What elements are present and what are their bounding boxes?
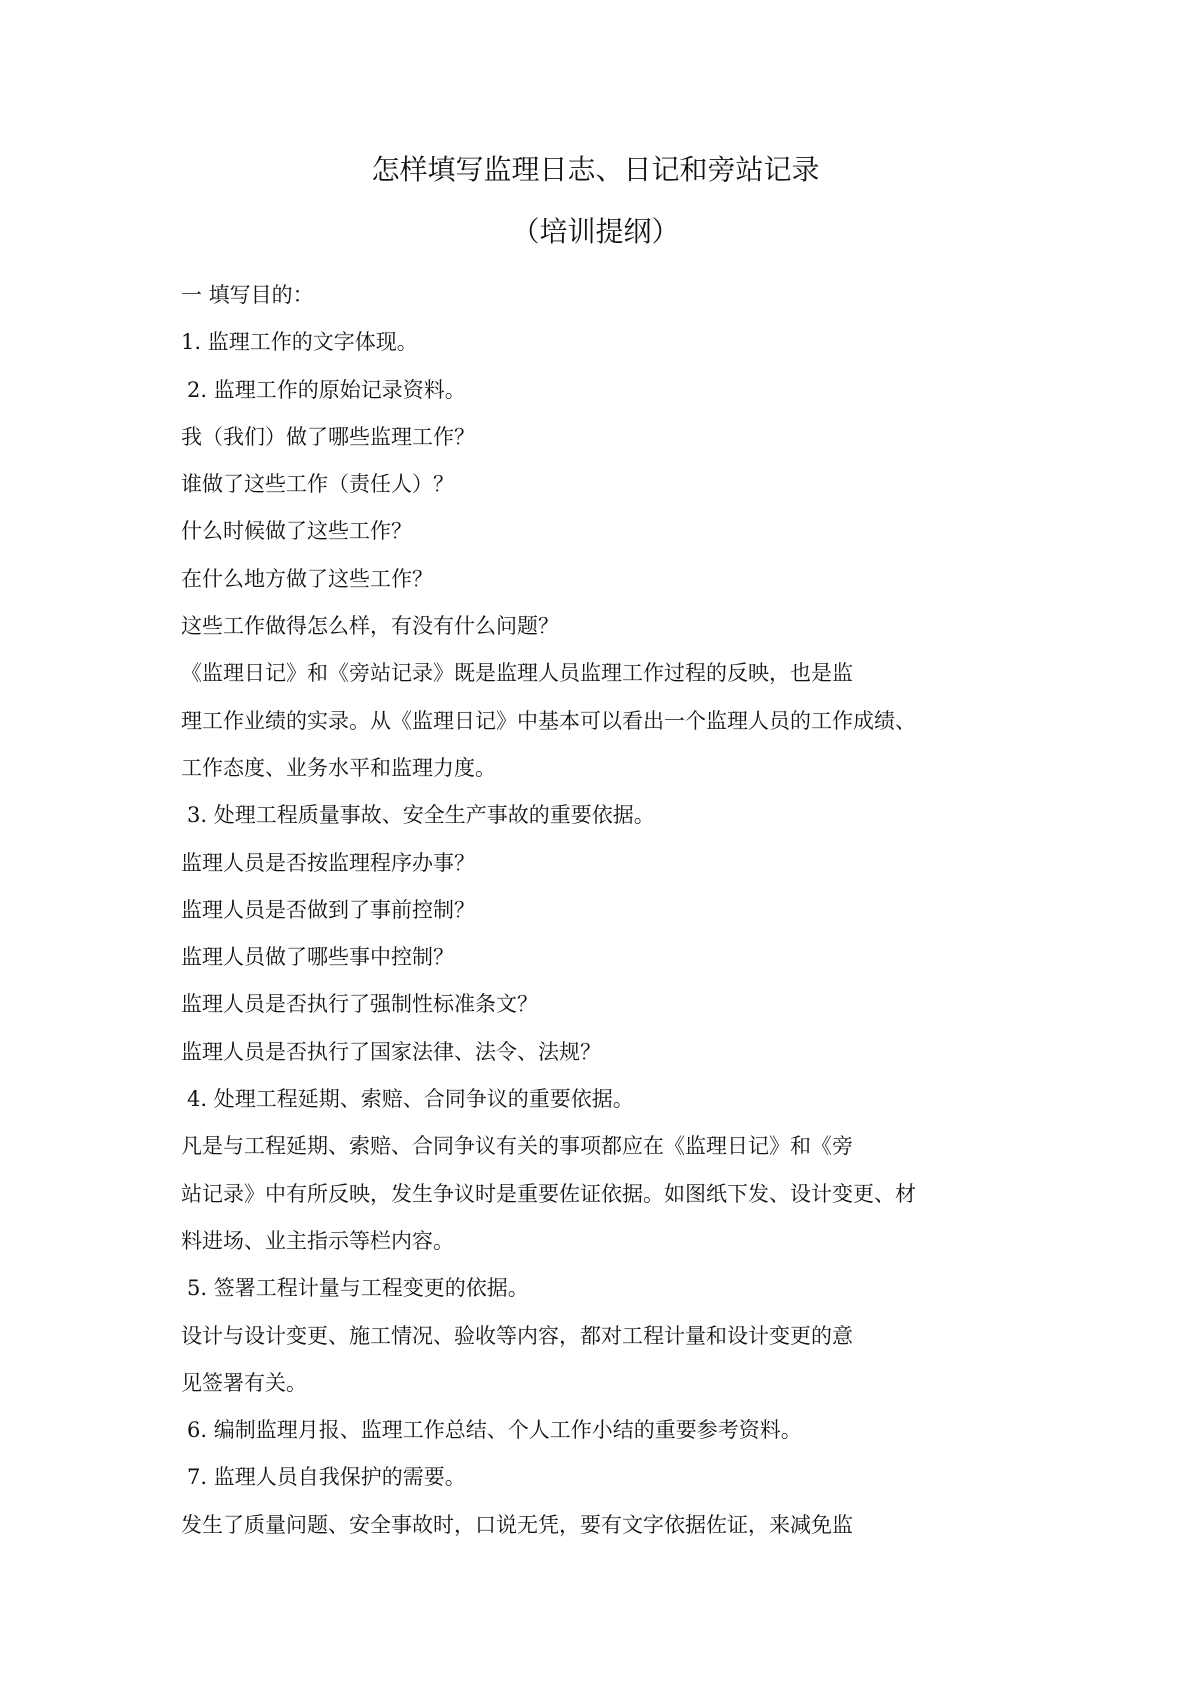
text-line: 见签署有关。 <box>181 1370 307 1395</box>
text-line: 工作态度、业务水平和监理力度。 <box>181 755 496 780</box>
text-line: 7. 监理人员自我保护的需要。 <box>187 1465 466 1490</box>
document-subtitle: （培训提纲） <box>511 215 680 248</box>
text-line: 什么时候做了这些工作？ <box>181 519 412 544</box>
text-line: 料进场、业主指示等栏内容。 <box>181 1228 454 1253</box>
text-line: 5. 签署工程计量与工程变更的依据。 <box>187 1276 529 1301</box>
text-line: 1. 监理工作的文字体现。 <box>181 330 418 355</box>
text-line: 这些工作做得怎么样，有没有什么问题？ <box>181 614 559 639</box>
text-line: 《监理日记》和《旁站记录》既是监理人员监理工作过程的反映，也是监 <box>181 661 853 686</box>
text-line: 3. 处理工程质量事故、安全生产事故的重要依据。 <box>187 803 655 828</box>
text-line: 我（我们）做了哪些监理工作？ <box>181 424 475 449</box>
document-body <box>181 272 1041 1549</box>
text-line: 监理人员是否做到了事前控制？ <box>181 897 475 922</box>
text-line: 设计与设计变更、施工情况、验收等内容，都对工程计量和设计变更的意 <box>181 1323 853 1348</box>
text-line: 2. 监理工作的原始记录资料。 <box>187 377 466 402</box>
text-line: 站记录》中有所反映，发生争议时是重要佐证依据。如图纸下发、设计变更、材 <box>181 1181 916 1206</box>
text-line: 监理人员做了哪些事中控制？ <box>181 945 454 970</box>
text-line: 4. 处理工程延期、索赔、合同争议的重要依据。 <box>187 1087 634 1112</box>
document-title: 怎样填写监理日志、日记和旁站记录 <box>371 153 820 186</box>
text-line: 凡是与工程延期、索赔、合同争议有关的事项都应在《监理日记》和《旁 <box>181 1134 853 1159</box>
text-line: 监理人员是否执行了国家法律、法令、法规？ <box>181 1039 601 1064</box>
text-line: 监理人员是否按监理程序办事？ <box>181 850 475 875</box>
text-line: 在什么地方做了这些工作？ <box>181 566 433 591</box>
text-line: 监理人员是否执行了强制性标准条文？ <box>181 992 538 1017</box>
text-line: 一 填写目的： <box>181 283 314 307</box>
text-line: 6. 编制监理月报、监理工作总结、个人工作小结的重要参考资料。 <box>187 1418 802 1443</box>
text-line: 发生了质量问题、安全事故时，口说无凭，要有文字依据佐证，来减免监 <box>181 1512 853 1537</box>
text-line: 谁做了这些工作（责任人）？ <box>181 472 454 497</box>
text-line: 理工作业绩的实录。从《监理日记》中基本可以看出一个监理人员的工作成绩、 <box>181 708 916 733</box>
